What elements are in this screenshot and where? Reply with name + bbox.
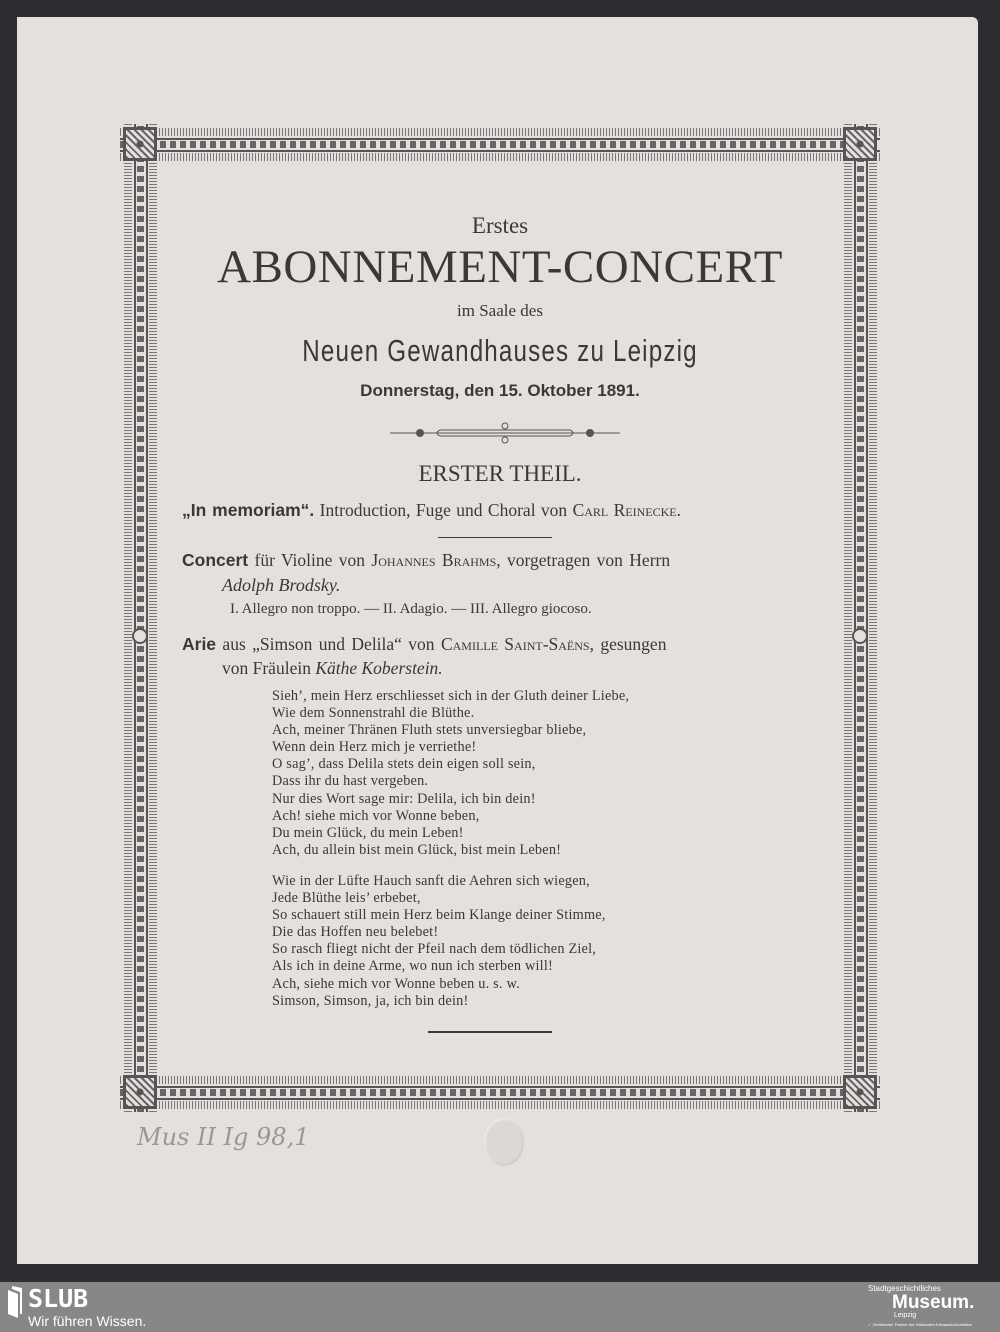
embossed-seal xyxy=(484,1118,524,1166)
border-bottom xyxy=(120,1072,880,1112)
item-lead: Arie xyxy=(182,634,217,654)
composer-name: Johannes Brahms, xyxy=(371,550,501,570)
item-text: Introduction, Fuge und Choral von xyxy=(319,500,568,520)
lyric-line: Dass ihr du hast vergeben. xyxy=(272,773,429,790)
item-lead: Concert xyxy=(182,550,249,570)
museum-pre: Stadtgeschichtliches xyxy=(868,1284,941,1293)
lyric-line: Wie dem Sonnenstrahl die Blüthe. xyxy=(272,705,475,722)
composer-name: Carl Reinecke. xyxy=(572,500,681,520)
corner-ornament xyxy=(123,127,157,161)
lyric-line: Wie in der Lüfte Hauch sanft die Aehren sich wiegen, xyxy=(272,873,590,889)
slub-logo[interactable]: SLUB xyxy=(28,1284,89,1313)
venue: Neuen Gewandhauses zu Leipzig xyxy=(302,333,698,368)
lyric-line: So rasch fliegt nicht der Pfeil nach dem tödlichen Ziel, xyxy=(272,941,597,958)
item-text: aus „Simson und Delila“ von xyxy=(222,634,435,654)
rosette-ornament xyxy=(132,628,148,644)
slub-tagline: Wir führen Wissen. xyxy=(28,1313,147,1329)
performer-name: Käthe Koberstein. xyxy=(315,658,443,678)
lyric-line: Simson, Simson, ja, ich bin dein! xyxy=(272,992,469,1009)
lyric-line: Ach, du allein bist mein Glück, bist mein Leben! xyxy=(272,841,562,858)
performer-name: Adolph Brodsky. xyxy=(222,575,341,595)
item-text: vorgetragen von Herrn xyxy=(507,550,671,570)
lyric-line: Ach, siehe mich vor Wonne beben u. s. w. xyxy=(272,975,520,992)
lyrics-stanza-2 xyxy=(272,873,606,1010)
item-text: für Violine von xyxy=(254,550,366,570)
page-title: ABONNEMENT-CONCERT xyxy=(217,241,783,293)
lyric-line: Ach, meiner Thränen Fluth stets unversiegbar bliebe, xyxy=(272,722,587,739)
lyric-line: Du mein Glück, du mein Leben! xyxy=(272,824,464,841)
lyrics-stanza-1 xyxy=(272,688,629,859)
program-item-2 xyxy=(182,550,670,571)
program-item-1 xyxy=(182,500,681,521)
divider-rule xyxy=(438,537,552,538)
lyric-line: O sag’, dass Delila stets dein eigen soll sein, xyxy=(272,756,536,773)
border-top xyxy=(120,124,880,164)
lyric-line: Jede Blüthe leis’ erbebet, xyxy=(272,890,421,907)
program-item-3 xyxy=(182,634,666,655)
lyric-line: Ach! siehe mich vor Wonne beben, xyxy=(272,807,480,824)
lyric-line: Als ich in deine Arme, wo nun ich sterben will! xyxy=(272,958,553,975)
lyric-line: Sieh’, mein Herz erschliesset sich in der Gluth deiner Liebe, xyxy=(272,688,630,704)
item-lead: „In memoriam“. xyxy=(182,500,315,520)
corner-ornament xyxy=(843,127,877,161)
concert-date: Donnerstag, den 15. Oktober 1891. xyxy=(360,381,640,400)
item-text: gesungen xyxy=(600,634,667,654)
lyric-line: Die das Hoffen neu belebet! xyxy=(272,924,439,941)
slub-book-icon xyxy=(8,1286,22,1318)
museum-note: ✓ Zertifizierter Partner der Nationalen Klimaschutzinitiative xyxy=(868,1322,973,1327)
footer-bar xyxy=(0,1282,1000,1332)
program-item-3-cont xyxy=(222,658,443,679)
museum-city: Leipzig xyxy=(894,1312,917,1319)
corner-ornament xyxy=(843,1075,877,1109)
corner-ornament xyxy=(123,1075,157,1109)
end-rule xyxy=(428,1031,552,1033)
lyric-line: So schauert still mein Herz beim Klange deiner Stimme, xyxy=(272,907,606,924)
lyric-line: Nur dies Wort sage mir: Delila, ich bin dein! xyxy=(272,790,536,807)
movements: I. Allegro non troppo. — II. Adagio. — III. Allegro giocoso. xyxy=(230,601,592,617)
museum-logo[interactable]: Museum. xyxy=(892,1292,975,1313)
handwritten-shelfmark: Mus II Ig 98,1 xyxy=(137,1123,310,1151)
section-title: ERSTER THEIL. xyxy=(418,461,582,486)
divider-ornament xyxy=(390,422,620,444)
rosette-ornament xyxy=(852,628,868,644)
lyric-line: Wenn dein Herz mich je verriethe! xyxy=(272,739,477,756)
item-text: von Fräulein xyxy=(222,658,311,678)
pre-title: Erstes xyxy=(471,213,529,238)
composer-name: Camille Saint-Saëns, xyxy=(440,634,594,654)
venue-prefix: im Saale des xyxy=(457,301,543,320)
